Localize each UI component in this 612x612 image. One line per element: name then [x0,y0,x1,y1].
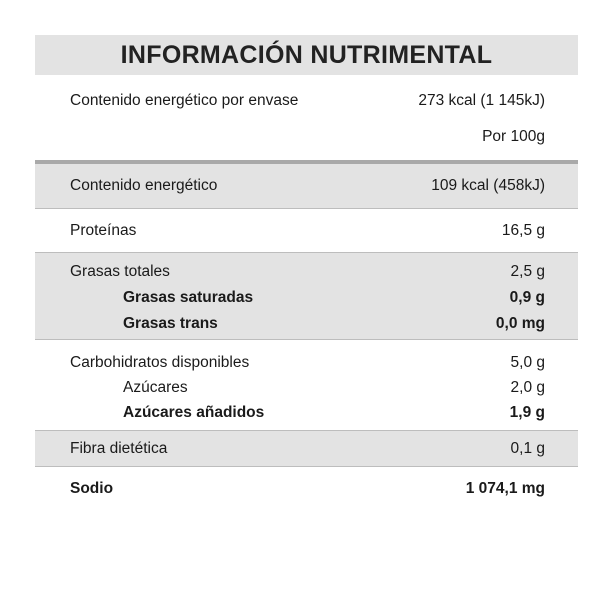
trans-fat-label: Grasas trans [123,315,218,332]
sugars-value: 2,0 g [510,379,545,396]
trans-fat-value: 0,0 mg [495,315,545,332]
sugars-label: Azúcares [123,379,188,396]
energy-block [35,164,578,208]
carbs-value: 5,0 g [510,354,545,371]
fiber-value: 0,1 g [510,440,545,457]
protein-block [35,209,578,252]
fat-block [35,253,578,339]
sugars-row [35,375,578,400]
carbs-row [35,350,578,375]
energy-per-package-row [35,83,578,119]
trans-fat-row [35,311,578,337]
total-fat-label: Grasas totales [70,263,170,280]
energy-value: 109 kcal (458kJ) [431,177,545,194]
carbs-block [35,340,578,430]
per-100g-label: Por 100g [482,128,545,145]
carbs-label: Carbohidratos disponibles [70,354,250,371]
total-fat-value: 2,5 g [510,263,545,280]
nutrition-title: INFORMACIÓN NUTRIMENTAL [35,35,578,75]
sodium-label: Sodio [70,480,114,497]
added-sugars-row [35,400,578,425]
fiber-row [35,431,578,466]
energy-per-package-block [35,75,578,160]
fiber-label: Fibra dietética [70,440,168,457]
nutrition-facts-panel [35,35,578,511]
saturated-fat-label: Grasas saturadas [123,289,254,306]
sodium-block [35,467,578,511]
energy-per-package-value: 273 kcal (1 145kJ) [418,92,545,109]
protein-row [35,209,578,252]
protein-label: Proteínas [70,222,137,239]
saturated-fat-value: 0,9 g [509,289,545,306]
added-sugars-label: Azúcares añadidos [123,404,265,421]
sodium-row [35,467,578,511]
total-fat-row [35,259,578,285]
protein-value: 16,5 g [501,222,545,239]
saturated-fat-row [35,285,578,311]
sodium-value: 1 074,1 mg [465,480,545,497]
added-sugars-value: 1,9 g [509,404,545,421]
energy-label: Contenido energético [70,177,218,194]
energy-row [35,164,578,208]
per-100g-row [35,119,578,155]
fiber-block [35,431,578,466]
energy-per-package-label: Contenido energético por envase [70,92,299,109]
